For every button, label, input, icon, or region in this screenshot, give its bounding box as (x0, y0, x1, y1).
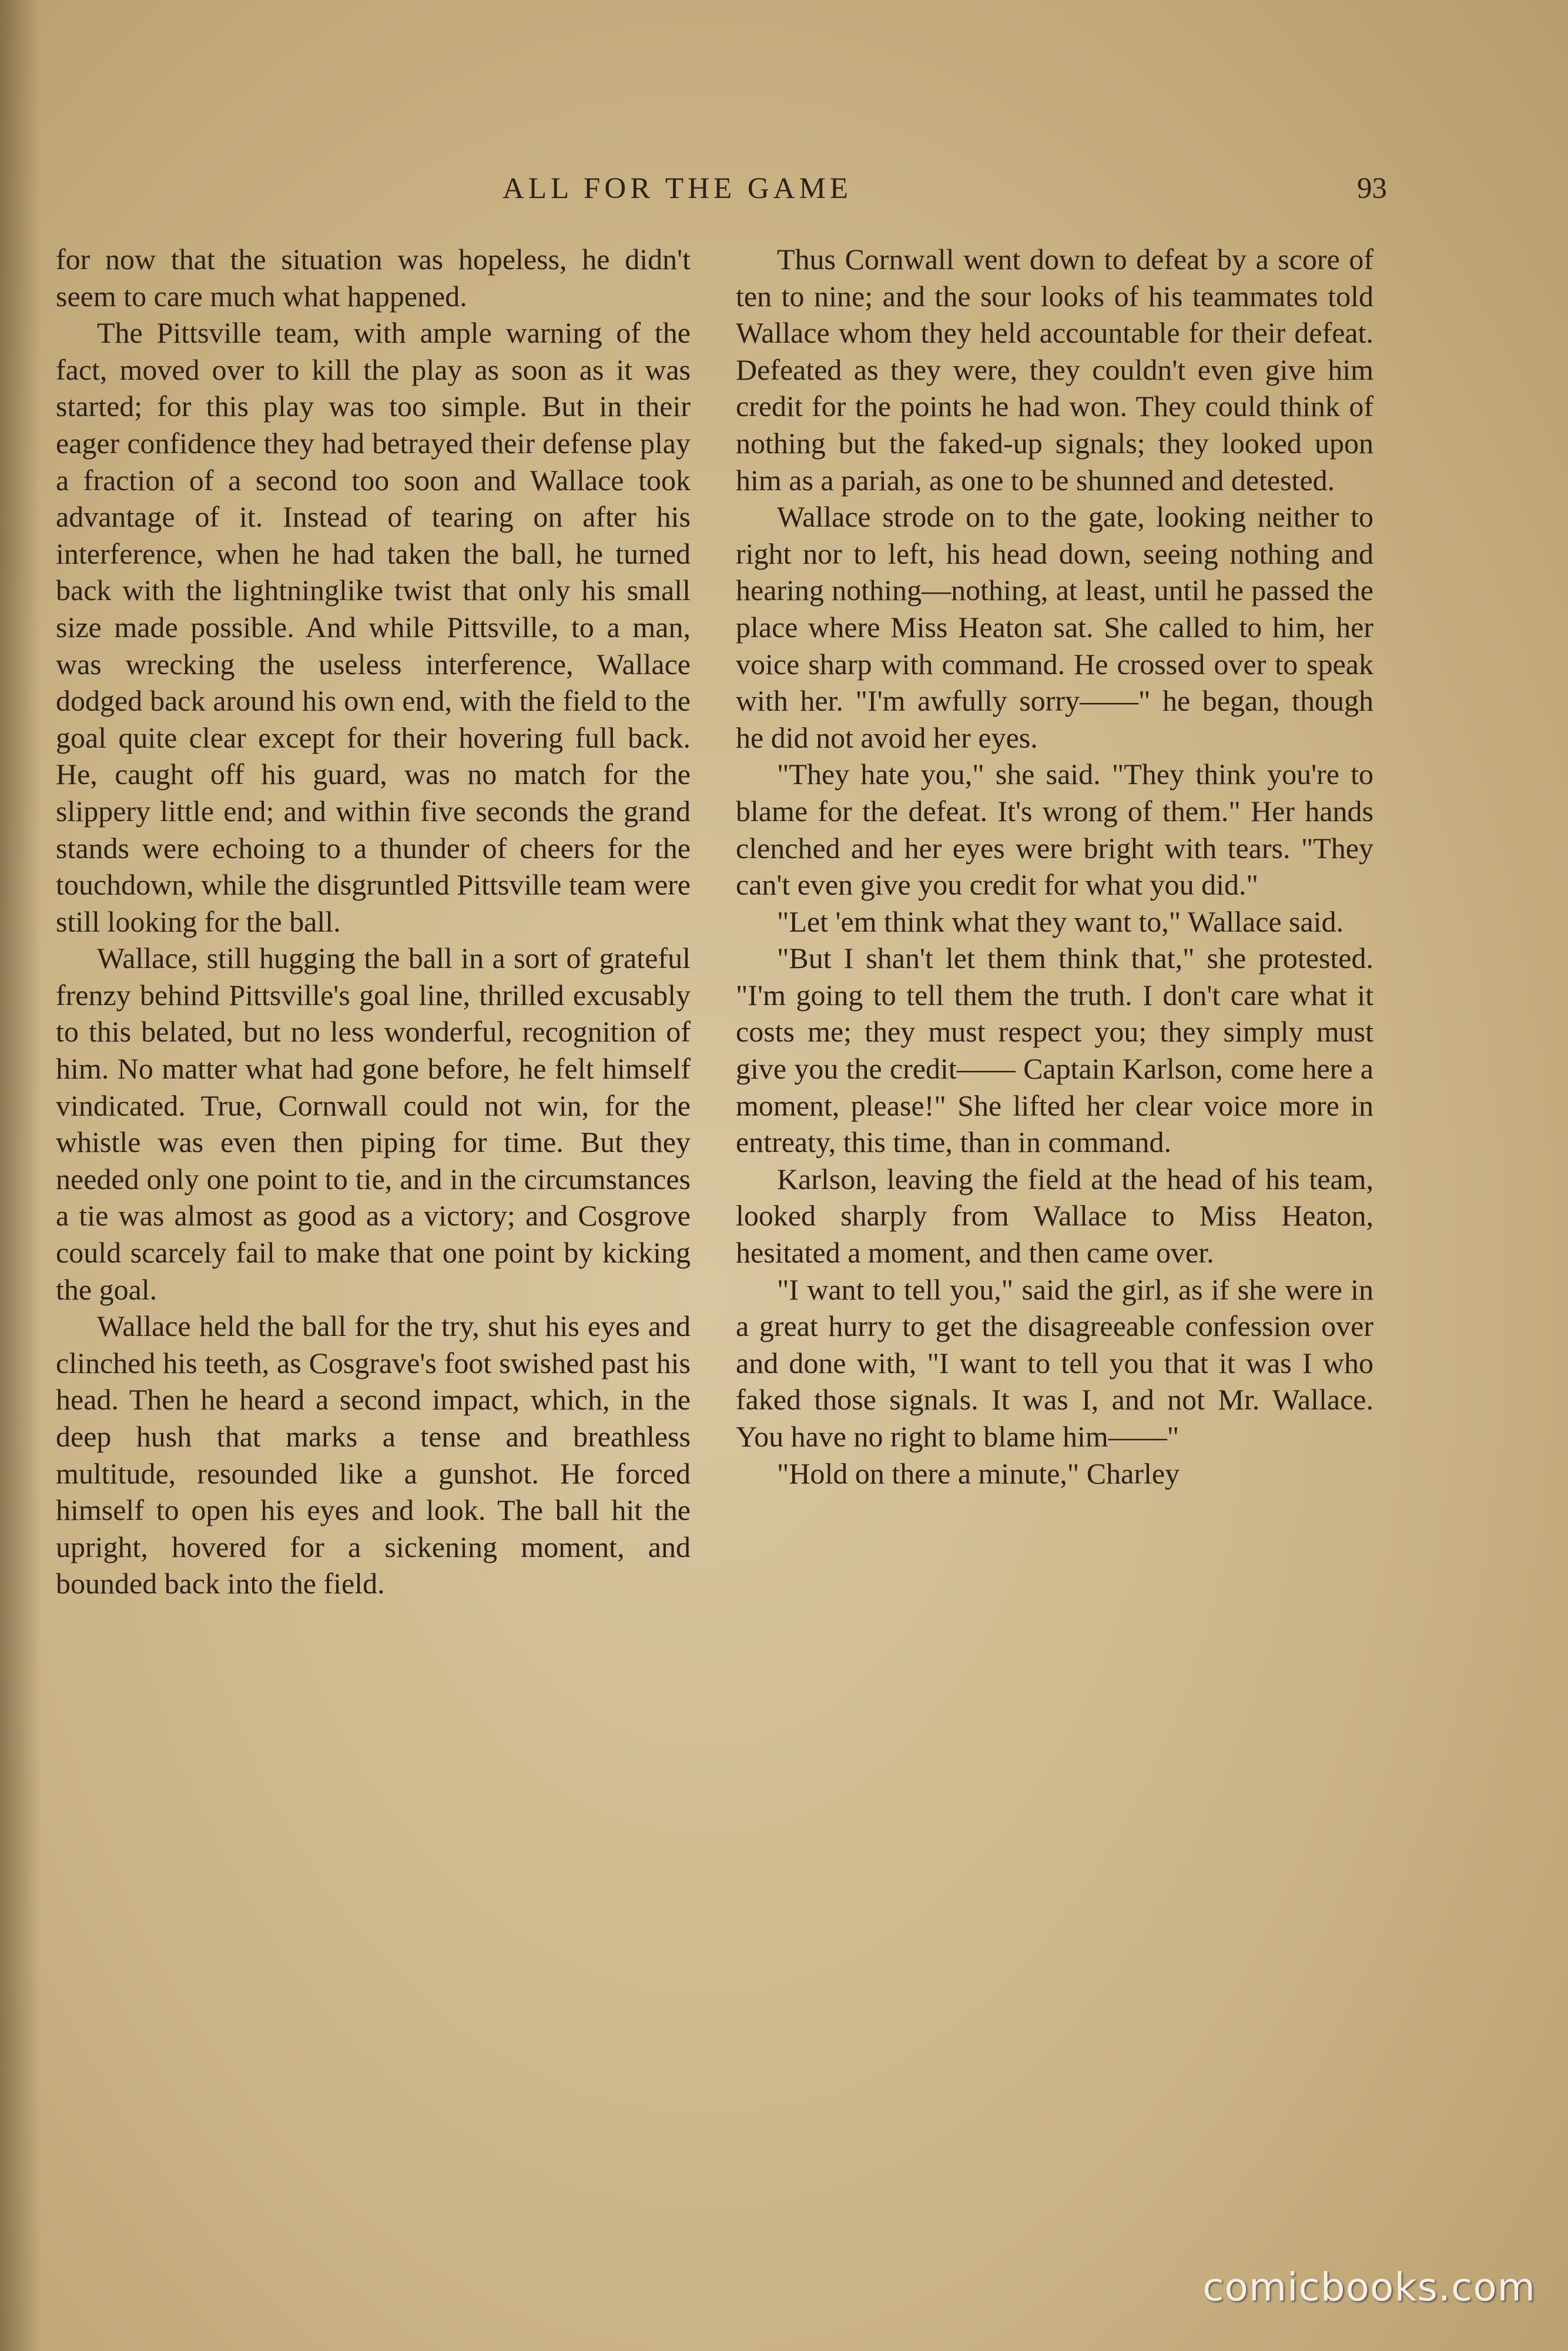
paragraph: Karlson, leaving the field at the head of his team, looked sharply from Wallace to Miss Heaton, hesitated a moment, and then came over. (736, 1162, 1373, 1270)
paragraph: Thus Cornwall went down to defeat by a score of ten to nine; and the sour looks of his teammates told Wallace whom they held accountable for their defeat. Defeated as they were, they couldn't even give him credit for the points he had won. They could think of nothing but the faked-up signals; they looked upon him as a pariah, as one to be shunned and detested. (736, 243, 1373, 497)
paragraph: for now that the situation was hopeless, he didn't seem to care much what happened. (56, 243, 691, 313)
paragraph: "Hold on there a minute," Charley (777, 1456, 1180, 1490)
paragraph: "But I shan't let them think that," she protested. "I'm going to tell them the truth. I don't care what it costs me; they must respect you; they simply must give you the credit—— Captain Karlson, come here a moment, please!" She lifted her clear voice more in entreaty, this time, than in command. (736, 942, 1373, 1159)
paragraph: Wallace, still hugging the ball in a sort of grateful frenzy behind Pittsville's goal line, thrilled excusably to this belated, but no less wonderful, recognition of him. No matter what had gone before, he felt himself vindicated. True, Cornwall could not win, for the whistle was even then piping for time. But they needed only one point to tie, and in the circumstances a tie was almost as good as a victory; and Cosgrove could scarcely fail to make that one point by kicking the goal. (56, 942, 691, 1306)
paragraph: Wallace strode on to the gate, looking neither to right nor to left, his head down, seeing nothing and hearing nothing—nothing, at least, until he passed the place where Miss Heaton sat. She called to him, her voice sharp with command. He crossed over to speak with her. "I'm awfully sorry——" he began, though he did not avoid her eyes. (736, 500, 1373, 754)
right-column (736, 241, 1373, 1492)
paragraph: "They hate you," she said. "They think you're to blame for the defeat. It's wrong of them." Her hands clenched and her eyes were bright with tears. "They can't even give you credit for what you did." (736, 758, 1373, 902)
paragraph: The Pittsville team, with ample warning of the fact, moved over to kill the play as soon as it was started; for this play was too simple. But in their eager confidence they had betrayed their defense play a fraction of a second too soon and Wallace took advantage of it. Instead of tearing on after his interference, when he had taken the ball, he turned back with the lightninglike twist that only his small size made possible. And while Pittsville, to a man, was wrecking the useless interference, Wallace dodged back around his own end, with the field to the goal quite clear except for their hovering full back. He, caught off his guard, was no match for the slippery little end; and within five seconds the grand stands were echoing to a thunder of cheers for the touchdown, while the disgruntled Pittsville team were still looking for the ball. (56, 316, 691, 938)
spine-shadow (0, 0, 41, 2351)
page-header (56, 172, 1387, 213)
paragraph: "I want to tell you," said the girl, as if she were in a great hurry to get the disagreeable confession over and done with, "I want to tell you that it was I who faked those signals. It was I, and not Mr. Wallace. You have no right to blame him——" (736, 1272, 1373, 1453)
paragraph: Wallace held the ball for the try, shut his eyes and clinched his teeth, as Cosgrave's foot swished past his head. Then he heard a second impact, which, in the deep hush that marks a tense and breathless multitude, resounded like a gunshot. He forced himself to open his eyes and look. The ball hit the upright, hovered for a sickening moment, and bounded back into the field. (56, 1310, 691, 1600)
paragraph: "Let 'em think what they want to," Wallace said. (777, 905, 1344, 938)
running-title: ALL FOR THE GAME (502, 172, 853, 205)
watermark: comicbooks.com (1202, 2265, 1536, 2310)
page-number: 93 (1357, 172, 1387, 205)
left-column (56, 241, 691, 1602)
